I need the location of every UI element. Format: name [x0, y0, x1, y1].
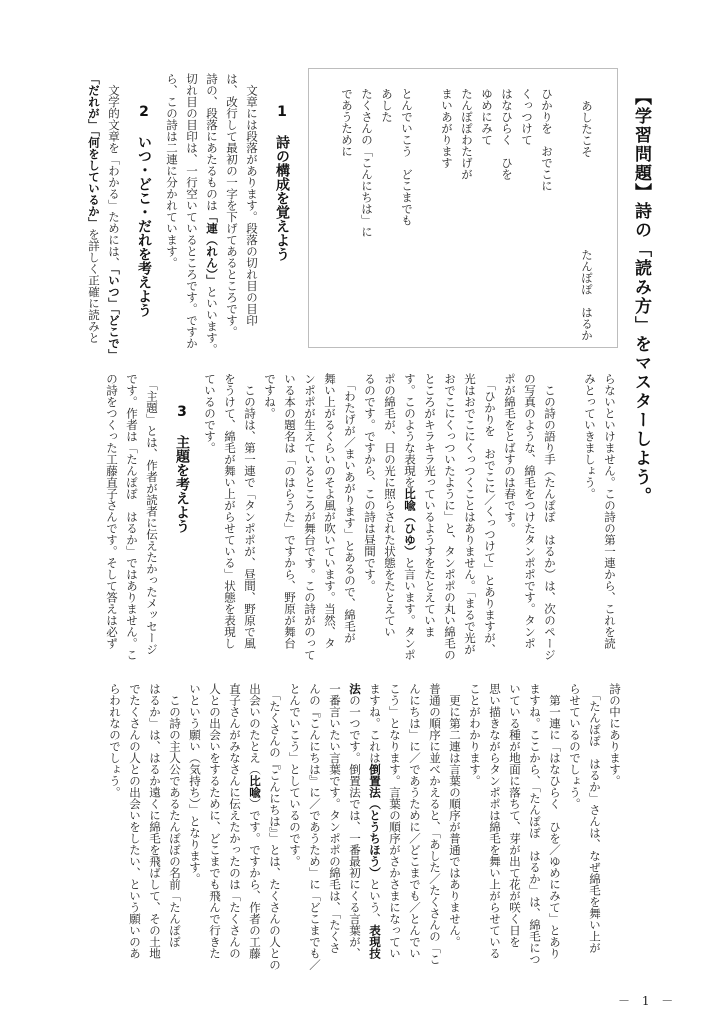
text-line: んの『こんにちは』に／であうため」に「どこまでも／ [308, 683, 322, 971]
text-line [202, 73, 222, 361]
bold-term: 比喩 [248, 775, 262, 798]
poem-line: あした [380, 88, 394, 123]
section-number: 2 [139, 105, 149, 119]
text-line: いという願い（気持ち）」となります。 [188, 683, 202, 885]
poem-line: ひかりを おでこに [540, 88, 554, 192]
text-segment: と言います。タンポ [403, 557, 417, 661]
text-line: 思い描きながらタンポポは綿毛を舞い上がらせている [488, 683, 502, 959]
text-line: ところがキラキラ光っているようすをたとえていま [423, 373, 437, 638]
text-line: 更に第二連は言葉の順序が普通ではありません。 [448, 683, 462, 948]
text-line: この詩の語り手（たんぽぽ はるか）は、次のページ [543, 373, 557, 661]
page-number: － 1 － [618, 994, 678, 1008]
text-segment: ）です。ですから、作者の工藤 [248, 798, 262, 959]
text-line [104, 73, 124, 361]
text-line: は、改行して最初の一字を下げてあるところです。 [225, 73, 239, 338]
text-line: 人との出会いをするために、どこまでも飛んで行きた [208, 683, 222, 959]
text-segment: す。このような表現を [403, 373, 417, 488]
text-line: らせているのでしょう。 [568, 683, 582, 810]
poem-line: くっつけて [520, 88, 534, 146]
text-line: の詩をつくった工藤直子さんです。そして答えは必ず [105, 373, 119, 649]
text-line: です。作者は「たんぽぽ はるか」ではありません。こ [125, 373, 139, 661]
section-heading [172, 373, 192, 661]
text-line: みとっていきましょう。 [583, 373, 597, 500]
text-line: ポの綿毛が、日の光に照らされた状態をたとえてい [383, 373, 397, 638]
bold-term: 「連（れん）」 [205, 211, 219, 286]
text-line: 第一連に「はなひらく ひを／ゆめにみて」とあり [548, 683, 562, 959]
text-line: 一番言いたい言葉です。タンポポの綿毛は、「たくさ [328, 683, 342, 954]
text-line: とんでいこう」としているのです。 [288, 683, 302, 867]
poem-line: たくさんの「こんにちは」に [360, 88, 374, 238]
section-reading-first-stanza [102, 373, 620, 661]
text-line: 「ひかりを おでこに／くっつけて」とありますが、 [483, 373, 497, 655]
section-heading-text: 詩の構成を覚えよう [274, 135, 290, 261]
text-line: いている種が地面に落ちて、芽が出て花が咲く日を [508, 683, 522, 948]
text-line: らないといけません。この詩の第一連から、これを読 [603, 373, 617, 649]
text-line: んにちは」に／であうために／どこまでも／とんでい [408, 683, 422, 959]
poem-author: たんぽぽ はるか [580, 248, 594, 341]
text-line [345, 683, 365, 971]
text-line: はるか」は、はるか遠くに綿毛を飛ばして、その土地 [148, 683, 162, 959]
text-line [365, 683, 385, 971]
section-heading-text: いつ・どこ・だれを考えよう [136, 135, 152, 317]
page-title: 【学習問題】詩の「読み方」をマスターしよう。 [631, 88, 651, 506]
section-number: 3 [177, 405, 187, 419]
text-line: ら、この詩は二連に分かれています。 [165, 73, 179, 269]
text-line: 「主題」とは、作者が読者に伝えたかったメッセージ [145, 373, 159, 655]
stanza-break [417, 88, 437, 341]
poem-title: あしたこそ [580, 100, 594, 158]
bold-term: 法 [348, 683, 362, 695]
text-segment: という、 [368, 878, 382, 925]
text-line: 詩の中にあります。 [608, 683, 622, 787]
bold-term: 表現技 [368, 924, 382, 959]
bold-term: 倒置法（とうちほう） [368, 763, 382, 879]
text-line: をうけて、綿毛が舞い上がらせている」状態を表現し [223, 373, 237, 649]
section-structure-and-setting [84, 73, 300, 361]
text-line: ことがわかります。 [468, 683, 482, 787]
text-line: この詩は、第一連で「タンポポが、昼間、野原で風 [243, 373, 257, 649]
text-line: 光はおでこにくっつくことはありません。「まるで光が [463, 373, 477, 655]
text-segment: といいます。 [205, 285, 219, 355]
section-theme-continued [105, 683, 625, 971]
section-heading [272, 73, 292, 361]
poem-line: たんぽぽわたげが [460, 88, 474, 180]
poem-line: はなひらく ひを [500, 88, 514, 180]
poem [337, 88, 597, 341]
text-line [84, 73, 104, 361]
text-segment: 出会いのたとえ（ [248, 683, 262, 775]
text-line: らわれなのでしょう。 [108, 683, 122, 798]
text-line: ているのです。 [203, 373, 217, 454]
text-line: ンポポが生えているところが舞台です。この詩がのって [303, 373, 317, 661]
text-line: 舞い上がるくらいのそよ風が吹いています。当然、タ [323, 373, 337, 649]
text-line [400, 373, 420, 661]
text-line: 文章には段落があります。段落の切れ目の目印 [245, 73, 259, 326]
text-line: ますね。ここから、「たんぽぽ はるか」は、綿毛につ [528, 683, 542, 965]
paragraph-break [560, 373, 580, 661]
text-line: の写真のような、綿毛をつけたタンポポです。タンポ [523, 373, 537, 649]
poem-line: まいあがります [440, 88, 454, 169]
text-line: 普通の順序に並べかえると、「あした／たくさんの「こ [428, 683, 442, 965]
text-line: ですね。 [263, 373, 277, 419]
section-heading-text: 主題を考えよう [174, 435, 190, 533]
text-line: でたくさんの人との出会いをしたい、という願いのあ [128, 683, 142, 959]
poem-line: とんでいこう どこまでも [400, 88, 414, 226]
text-segment: ますね。これは [368, 683, 382, 764]
text-line: 「たくさんの『こんにちは』」とは、たくさんの人との [268, 683, 282, 971]
text-segment: 詩の、段落にあたるものは [205, 73, 219, 211]
text-line: 切れ目の目印は、一行空いているところです。ですか [185, 73, 199, 349]
text-line: 「わたげが／まいあがります」とあるので、綿毛が [343, 373, 357, 644]
text-line: いる本の題名は「のはらうた」ですから、野原が舞台 [283, 373, 297, 649]
text-segment: 文学的文章を「わかる」ためには、 [107, 73, 121, 269]
stanza-break [557, 88, 577, 341]
text-line: るのです。ですから、この詩は昼間です。 [363, 373, 377, 592]
text-line: 「たんぽぽ はるか」さんは、なぜ綿毛を舞い上が [588, 683, 602, 954]
bold-term: 「だれが」「何をしているか」 [87, 73, 101, 229]
text-line: ポが綿毛をとばすのは春です。 [503, 373, 517, 534]
text-segment: を詳しく正確に読みと [87, 228, 101, 344]
poem-title-line [577, 88, 597, 341]
section-number: 1 [277, 105, 287, 119]
poem-line: ゆめにみて [480, 88, 494, 146]
text-line: こう」となります。言葉の順序がさかさまになってい [388, 683, 402, 959]
text-line [245, 683, 265, 971]
text-segment: の一つです。倒置法では、一番最初にくる言葉が、 [348, 694, 362, 959]
bold-term: 比喩（ひゆ） [403, 488, 417, 557]
bold-term: 「いつ」「どこで」 [107, 268, 121, 361]
section-heading [134, 73, 154, 361]
text-line: 直子さんがみなさんに伝えたかったのは「たくさんの [228, 683, 242, 959]
text-line: この詩の主人公であるたんぽぽの名前「たんぽぽ [168, 683, 182, 948]
text-line: おでこにくっついたように」と、タンポポの丸い綿毛の [443, 373, 457, 661]
poem-line: であうために [340, 88, 354, 157]
